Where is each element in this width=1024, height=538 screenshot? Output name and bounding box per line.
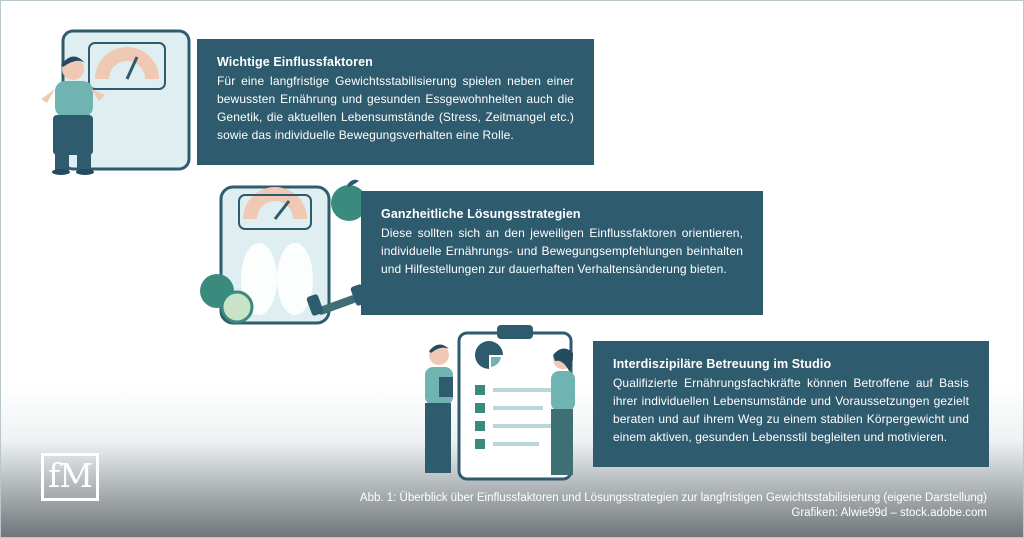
fm-logo: fM — [41, 453, 99, 501]
clipboard-people-illustration — [413, 319, 595, 487]
panel-betreuung — [593, 341, 989, 467]
panel-text: Qualifizierte Ernährungsfachkräfte können Betroffene auf Basis ihrer individuellen Lebensumstände und Voraussetzungen gezielt beraten und auf ihrem Weg zu einem stabilen Körpergewicht und einem aktiven, gesunden Lebensstil begleiten und motivieren. — [613, 376, 969, 444]
caption-credit: Grafiken: Alwie99d – stock.adobe.com — [791, 507, 987, 519]
panel-text: Diese sollten sich an den jeweiligen Einflussfaktoren orientieren, individuelle Ernährungs- und Bewegungsempfehlungen beinhalten und Hilfestellungen zur dauerhaften Verhaltensänderung bieten. — [381, 226, 743, 276]
panel-title: Interdiszipiläre Betreuung im Studio — [613, 357, 832, 371]
panel-title: Wichtige Einflussfaktoren — [217, 55, 373, 69]
caption-line: Abb. 1: Überblick über Einflussfaktoren und Lösungsstrategien zur langfristigen Gewichtsstabilisierung (eigene Darstellung) — [359, 492, 987, 504]
panel-text: Für eine langfristige Gewichtsstabilisierung spielen neben einer bewussten Ernährung und gesunden Essgewohnheiten auch die Genetik, die aktuellen Lebensumstände (Stress, Zeitmangel etc.) sowie das individuelle Bewegungsverhalten eine Rolle. — [217, 74, 574, 142]
panel-loesungsstrategien — [361, 191, 763, 315]
figure-caption — [360, 491, 987, 521]
panel-einflussfaktoren — [197, 39, 594, 165]
scale-fruit-dumbbell-illustration — [197, 175, 377, 333]
scale-person-illustration — [33, 29, 193, 179]
panel-title: Ganzheitliche Lösungsstrategien — [381, 207, 581, 221]
